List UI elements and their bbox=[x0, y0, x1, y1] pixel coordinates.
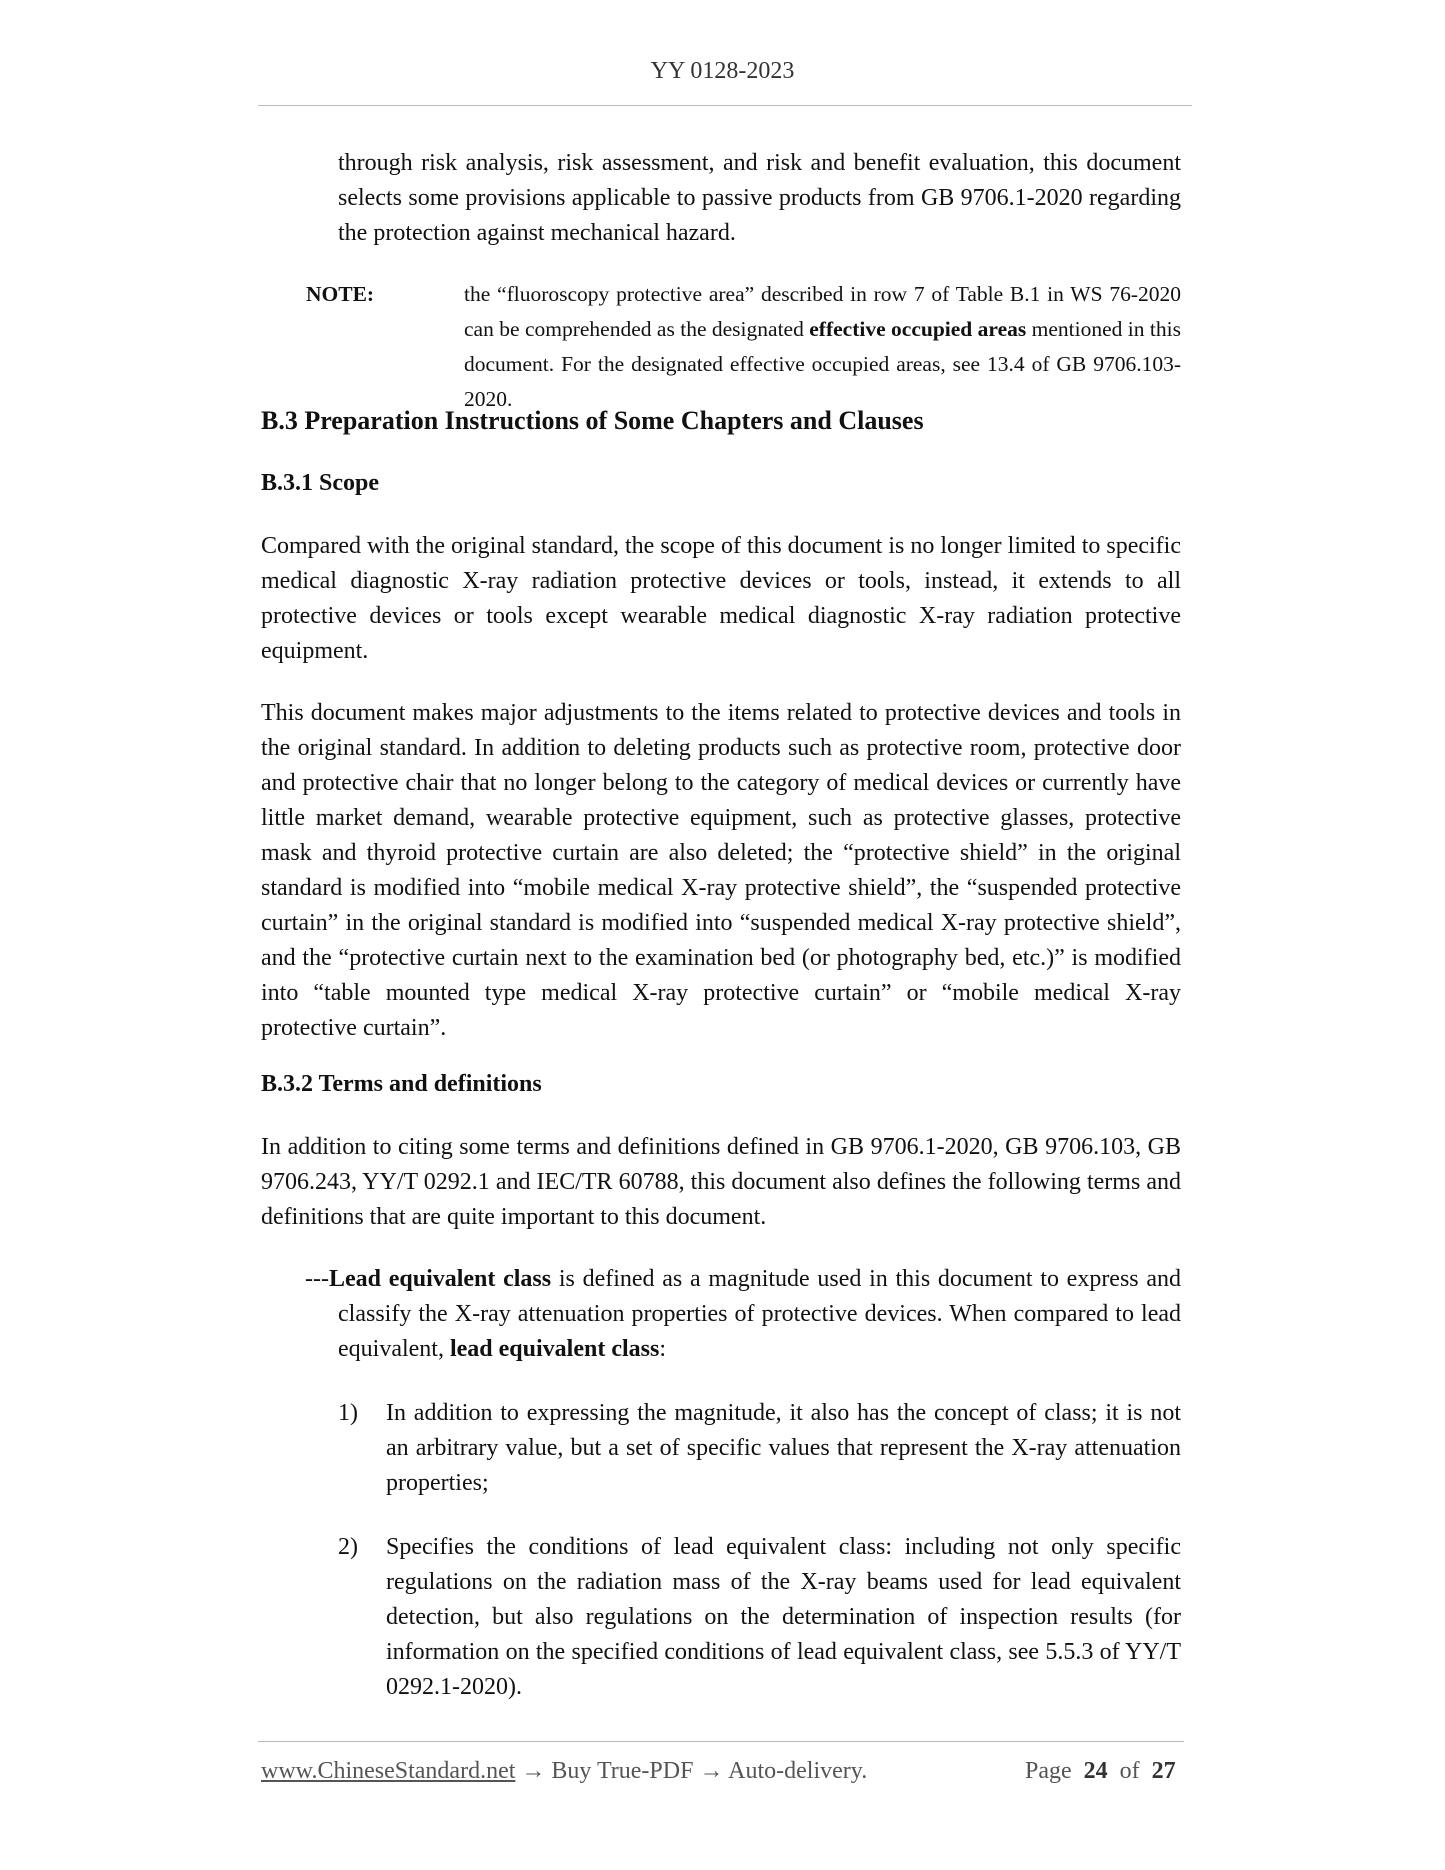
list-item-number: 2) bbox=[338, 1534, 358, 1560]
note-block bbox=[306, 277, 1181, 417]
website-link[interactable]: www.ChineseStandard.net bbox=[261, 1758, 516, 1784]
note-bold-term: effective occupied areas bbox=[809, 317, 1027, 341]
scope-paragraph-1: Compared with the original standard, the scope of this document is no longer limited to specific medical diagnostic X-ray radiation protective devices or tools, instead, it extends to all protective devices or tools except wearable medical diagnostic X-ray radiation protective equipment. bbox=[261, 533, 1181, 664]
footer-buy-text: Buy True-PDF bbox=[551, 1758, 694, 1784]
header-divider bbox=[258, 105, 1192, 106]
list-item: In addition to expressing the magnitude, it also has the concept of class; it is not an arbitrary value, but a set of specific values that represent the X-ray attenuation properties; bbox=[386, 1400, 1181, 1496]
current-page: 24 bbox=[1083, 1758, 1108, 1784]
section-b3-title: B.3 Preparation Instructions of Some Chapters and Clauses bbox=[261, 406, 924, 435]
footer-delivery-text: Auto-delivery. bbox=[728, 1758, 868, 1784]
intro-paragraph: through risk analysis, risk assessment, and risk and benefit evaluation, this document selects some provisions applicable to passive products from GB 9706.1-2020 regarding the protection against mechanical hazard. bbox=[338, 150, 1181, 246]
note-text: the “fluoroscopy protective area” described in row 7 of Table B.1 in WS 76-2020 can be comprehended as the designated effective occupied areas mentioned in this document. For the designated effective occupied areas, see 13.4 of GB 9706.103-2020. bbox=[464, 282, 1181, 411]
total-pages: 27 bbox=[1151, 1758, 1176, 1784]
list-item: Specifies the conditions of lead equivalent class: including not only specific regulations on the radiation mass of the X-ray beams used for lead equivalent detection, but also regulations on the determination of inspection results (for information on the specified conditions of lead equivalent class, see 5.5.3 of YY/T 0292.1-2020). bbox=[386, 1534, 1181, 1700]
note-label: NOTE: bbox=[306, 282, 375, 306]
arrow-right-icon: → bbox=[521, 1758, 546, 1784]
header-title: YY 0128-2023 bbox=[650, 58, 795, 84]
list-item-number: 1) bbox=[338, 1400, 358, 1426]
footer-divider bbox=[258, 1741, 1184, 1742]
lead-equivalent-definition: ---Lead equivalent class is defined as a magnitude used in this document to express and classify the X-ray attenuation properties of protective devices. When compared to lead equivalent, lead equivalent class: bbox=[305, 1266, 1182, 1362]
scope-paragraph-2: This document makes major adjustments to the items related to protective devices and tools in the original standard. In addition to deleting products such as protective room, protective door and protective chair that no longer belong to the category of medical devices or currently have little market demand, wearable protective equipment, such as protective glasses, protective mask and thyroid protective curtain are also deleted; the “protective shield” in the original standard is modified into “mobile medical X-ray protective shield”, the “suspended protective curtain” in the original standard is modified into “suspended medical X-ray protective shield”, and the “protective curtain next to the examination bed (or photography bed, etc.)” is modified into “table mounted type medical X-ray protective curtain” or “mobile medical X-ray protective curtain”. bbox=[261, 700, 1181, 1041]
page-number: Page 24 of 27 bbox=[1025, 1758, 1176, 1784]
footer-left bbox=[261, 1758, 867, 1785]
term-lead-equivalent-class: Lead equivalent class bbox=[328, 1266, 552, 1292]
arrow-right-icon: → bbox=[699, 1758, 724, 1784]
section-b32-title: B.3.2 Terms and definitions bbox=[261, 1071, 542, 1097]
terms-paragraph: In addition to citing some terms and definitions defined in GB 9706.1-2020, GB 9706.103, GB 9706.243, YY/T 0292.1 and IEC/TR 60788, this document also defines the following terms and definitions that are quite important to this document. bbox=[261, 1134, 1181, 1230]
term-lead-equivalent-class-2: lead equivalent class bbox=[449, 1336, 660, 1362]
section-b31-title: B.3.1 Scope bbox=[261, 470, 380, 496]
